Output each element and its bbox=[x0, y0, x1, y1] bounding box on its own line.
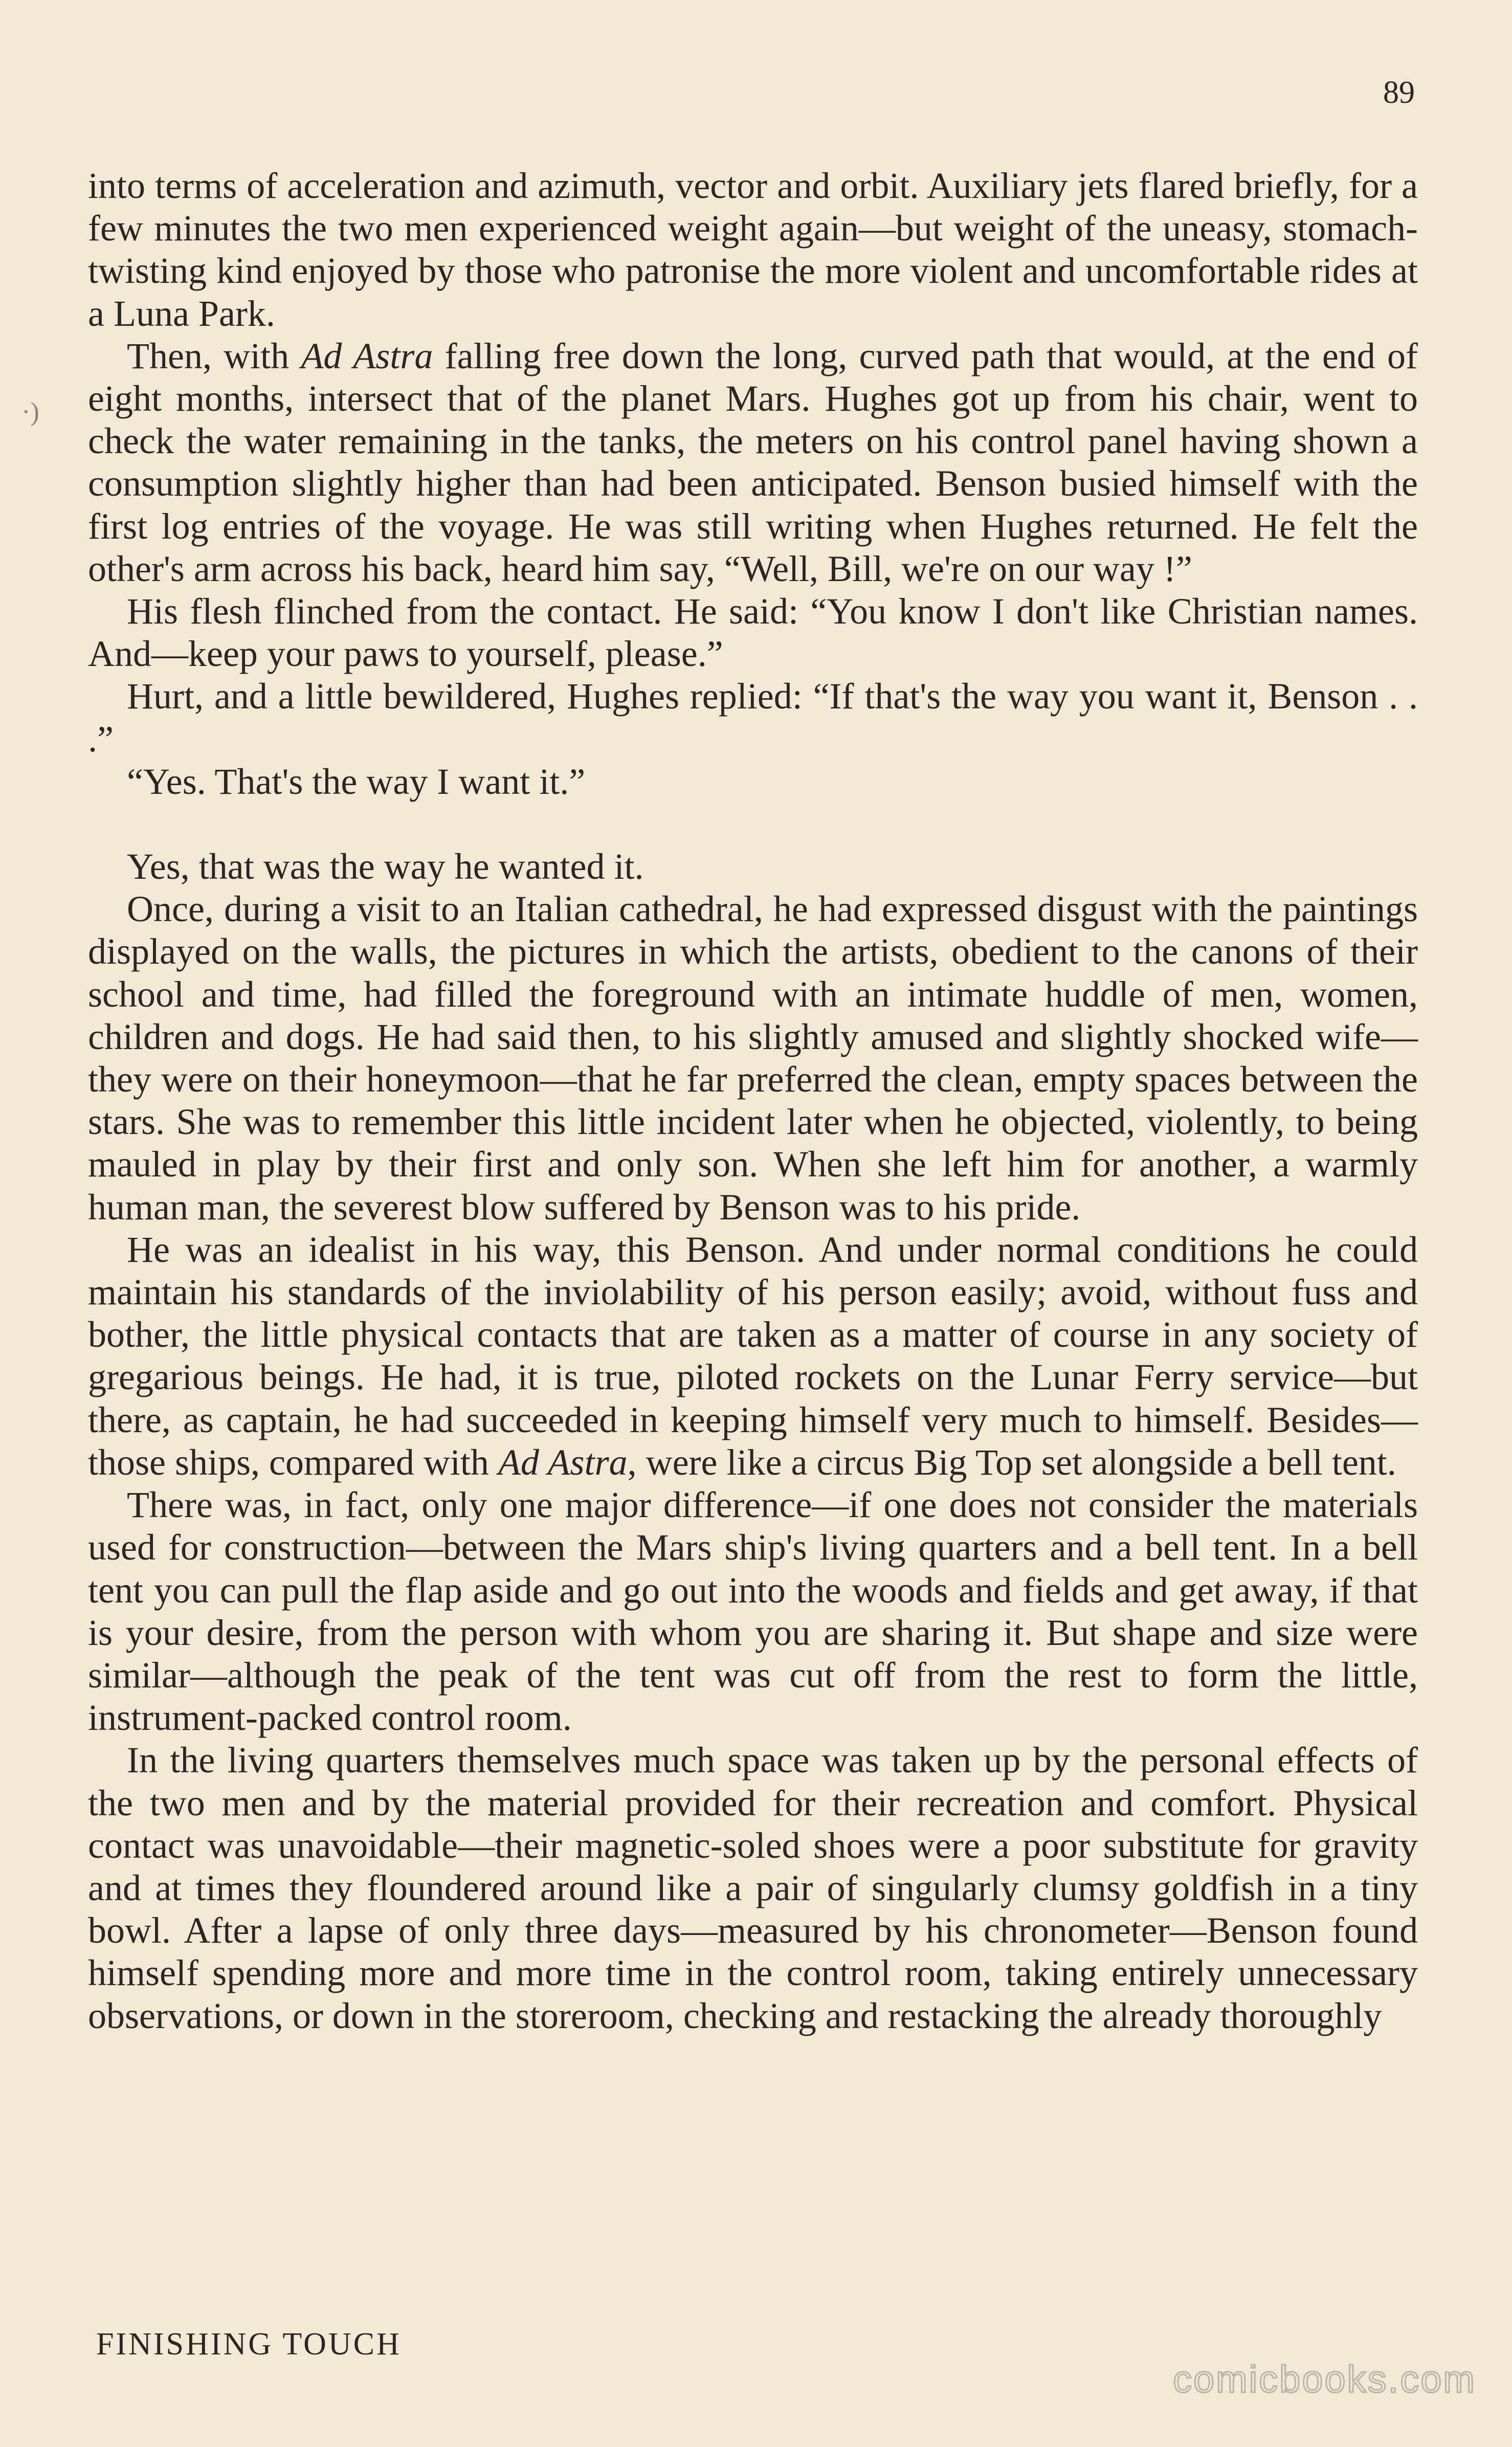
ship-name: Ad Astra bbox=[498, 1441, 628, 1483]
paragraph: Once, during a visit to an Italian cathedral, he had expressed disgust with the paintings displayed on the walls, the pictures in which the artists, obedient to the canons of their school and time, had filled the foreground with an intimate huddle of men, women, children and dogs. He had said then, to his slightly amused and slightly shocked wife—they were on their honeymoon—that he far preferred the clean, empty spaces between the stars. She was to remember this little incident later when he objected, violently, to being mauled in play by their first and only son. When she left him for another, a warmly human man, the severest blow suffered by Benson was to his pride. bbox=[88, 888, 1418, 1228]
paragraph: Then, with Ad Astra falling free down the long, curved path that would, at the end of eight months, intersect that of the planet Mars. Hughes got up from his chair, went to check the water remaining in the tanks, the meters on his control panel having shown a consumption slightly higher than had been anticipated. Benson busied himself with the first log entries of the voyage. He was still writing when Hughes returned. He felt the other's arm across his back, heard him say, “Well, Bill, we're on our way !” bbox=[88, 335, 1418, 589]
body-text bbox=[88, 165, 1418, 2037]
watermark-logo: comicbooks.com bbox=[1172, 2358, 1476, 2400]
paragraph: He was an idealist in his way, this Benson. And under normal conditions he could maintain his standards of the inviolability of his person easily; avoid, without fuss and bother, the little physical contacts that are taken as a matter of course in any society of gregarious beings. He had, it is true, piloted rockets on the Lunar Ferry service—but there, as captain, he had succeeded in keeping himself very much to himself. Besides—those ships, compared with Ad Astra, were like a circus Big Top set alongside a bell tent. bbox=[88, 1229, 1418, 1483]
margin-bracket-mark: ·) bbox=[21, 397, 39, 427]
paragraph: Hurt, and a little bewildered, Hughes replied: “If that's the way you want it, Benson . . .” bbox=[88, 676, 1418, 760]
paragraph: “Yes. That's the way I want it.” bbox=[127, 761, 586, 802]
paragraph: There was, in fact, only one major difference—if one does not consider the materials used for construction—between the Mars ship's living quarters and a bell tent. In a bell tent you can pull the flap aside and go out into the woods and fields and get away, if that is your desire, from the person with whom you are sharing it. But shape and size were similar—although the peak of the tent was cut off from the rest to form the little, instrument-packed control room. bbox=[88, 1484, 1418, 1739]
paragraph: In the living quarters themselves much space was taken up by the personal effects of the two men and by the material provided for their recreation and comfort. Physical contact was unavoidable—their magnetic-soled shoes were a poor substitute for gravity and at times they floundered around like a pair of singularly clumsy goldfish in a tiny bowl. After a lapse of only three days—measured by his chronometer—Benson found himself spending more and more time in the control room, taking entirely unnecessary observations, or down in the storeroom, checking and restacking the already thoroughly bbox=[88, 1740, 1418, 2036]
ship-name: Ad Astra bbox=[301, 335, 433, 376]
running-footer-title: FINISHING TOUCH bbox=[96, 2327, 402, 2362]
paragraph: His flesh flinched from the contact. He said: “You know I don't like Christian names. And—keep your paws to yourself, please.” bbox=[88, 591, 1418, 675]
paragraph: into terms of acceleration and azimuth, vector and orbit. Auxiliary jets flared briefly, for a few minutes the two men experienced weight again—but weight of the uneasy, stomach-twisting kind enjoyed by those who patronise the more violent and uncomfortable rides at a Luna Park. bbox=[88, 165, 1418, 334]
paragraph: Yes, that was the way he wanted it. bbox=[127, 846, 644, 887]
page-number: 89 bbox=[1383, 75, 1415, 110]
